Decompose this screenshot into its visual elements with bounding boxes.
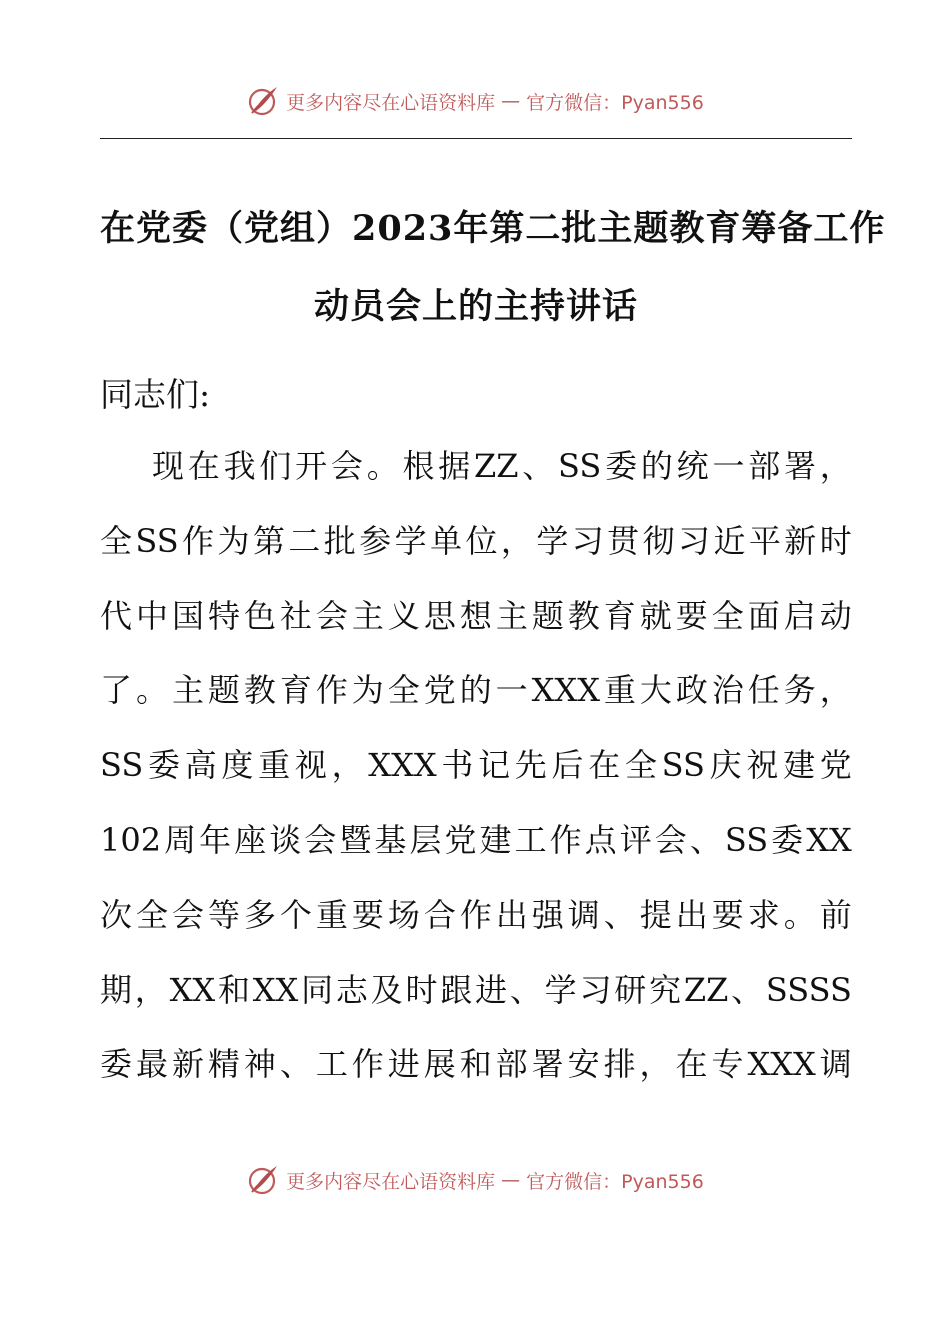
watermark-text: 更多内容尽在心语资料库 [286,1170,496,1193]
body-line: 期 ， XX 和 XX 同 志 及 时 跟 进 、 学 习 研 究 ZZ 、 SSSS [100,970,852,1009]
header-divider [100,138,852,139]
body-line: 代 中 国 特 色 社 会 主 义 思 想 主 题 教 育 就 要 全 面 启 动 [100,596,852,635]
quill-logo-icon [246,84,280,118]
document-title [100,190,886,346]
watermark-text: 更多内容尽在心语资料库 [286,91,496,114]
watermark-contact: 官方微信：Pyan556 [526,91,704,114]
body-text [100,436,852,1109]
body-line: 现 在 我 们 开 会 。 根 据 ZZ 、 SS 委 的 统 一 部 署 ， [152,447,852,485]
header-watermark [0,84,950,118]
title-line-2: 动员会上的主持讲话 [313,286,638,327]
watermark-separator: — [501,90,521,112]
quill-logo-icon [246,1163,280,1197]
footer-watermark [0,1163,950,1197]
body-line: 全 SS 作 为 第 二 批 参 学 单 位 ， 学 习 贯 彻 习 近 平 新 时 [100,521,852,560]
body-line: 102 周 年 座 谈 会 暨 基 层 党 建 工 作 点 评 会 、 SS 委 XX [100,820,852,859]
title-line-1: 在党委（党组）2023年第二批主题教育筹备工作 [100,208,886,249]
body-line: SS 委 高 度 重 视 ， XXX 书 记 先 后 在 全 SS 庆 祝 建 党 [100,746,852,785]
watermark-contact: 官方微信：Pyan556 [526,1170,704,1193]
body-line: 次 全 会 等 多 个 重 要 场 合 作 出 强 调 、 提 出 要 求 。 前 [100,895,852,934]
body-line: 委 最 新 精 神 、 工 作 进 展 和 部 署 安 排 ， 在 专 XXX 调 [100,1045,852,1084]
body-line: 了 。 主 题 教 育 作 为 全 党 的 一 XXX 重 大 政 治 任 务 ， [100,671,852,710]
watermark-separator: — [501,1169,521,1191]
salutation: 同志们: [100,375,211,414]
